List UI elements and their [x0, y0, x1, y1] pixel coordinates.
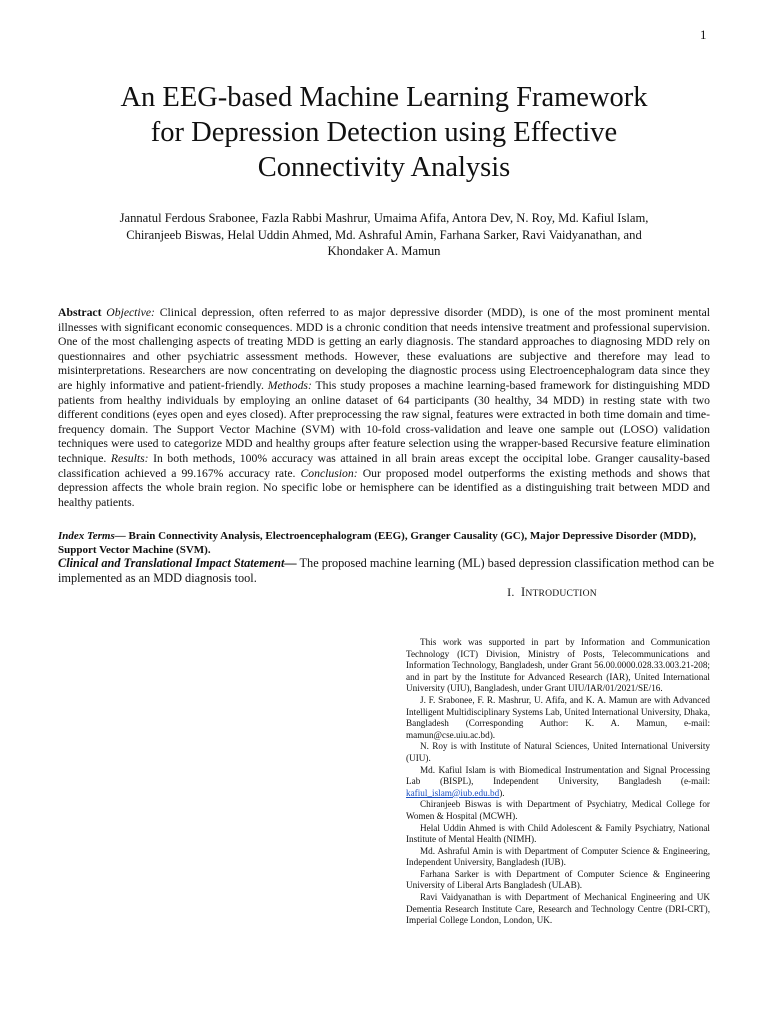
footnote-text: ).: [499, 787, 505, 798]
footnote-text: Md. Kafiul Islam is with Biomedical Instrumentation and Signal Processing Lab (BISPL), Independent University, Bangladesh (e-mail:: [406, 764, 710, 787]
objective-label: Objective:: [106, 306, 155, 319]
title-line: Connectivity Analysis: [257, 152, 511, 183]
author-list: Jannatul Ferdous Srabonee, Fazla Rabbi Mashrur, Umaima Afifa, Antora Dev, N. Roy, Md. Kafiul Islam, Chiranjeeb Biswas, Helal Uddin Ahmed, Md. Ashraful Amin, Farhana Sarker, Ravi Vaidyanathan, and Khondaker A. Mamun: [119, 211, 649, 258]
footnotes: [406, 637, 710, 927]
footnote-funding: This work was supported in part by Information and Communication Technology (ICT) Division, Ministry of Posts, Telecommunications and Information Technology, Bangladesh, under Grant 56.00.0000.028.33.003.21-208; and in part by the Institute for Advanced Research (IAR), United International University (UIU), Bangladesh, under Grant UIU/IAR/01/2021/SE/16.: [406, 637, 710, 694]
results-label: Results:: [110, 451, 149, 465]
footnote-affiliation: Chiranjeeb Biswas is with Department of Psychiatry, Medical College for Women & Hospital (MCWH).: [406, 799, 710, 821]
impact-statement: [58, 556, 718, 587]
paper-title: [60, 80, 708, 185]
footnote-affiliation: Farhana Sarker is with Department of Computer Science & Engineering University of Liberal Arts Bangladesh (ULAB).: [406, 868, 710, 891]
methods-text: This study proposes a machine learning-based framework for distinguishing MDD patients from healthy individuals by employing an online dataset of 64 participants (30 healthy, 34 MDD) in resting state with two different conditions (eyes open and eyes closed). After preprocessing the raw signal, features were extracted in both time domain and time-frequency domain. The Support Vector Machine (SVM) with 10-fold cross-validation and leave one sample out (LOSO) validation techniques were used to categorize MDD and healthy groups after feature selection using the wrapper-based Recursive feature elimination technique.: [58, 378, 710, 465]
email-link[interactable]: kafiul_islam@iub.edu.bd: [406, 787, 500, 798]
section-title-rest: NTRODUCTION: [525, 588, 597, 599]
section-initial: I: [520, 585, 526, 599]
title-line: for Depression Detection using Effective: [150, 117, 618, 148]
index-terms-text: Brain Connectivity Analysis, Electroencephalogram (EEG), Granger Causality (GC), Major Depressive Disorder (MDD), Support Vector Machine (SVM).: [58, 530, 697, 556]
impact-text: The proposed machine learning (ML) based depression classification method can be implemented as an MDD diagnosis tool.: [58, 556, 715, 586]
conclusion-text: Our proposed model outperforms the existing methods and shows that depression affects the whole brain region. No specific lobe or hemisphere can be identified as a distinguishing trait between MDD and healthy patients.: [58, 466, 710, 509]
objective-text: Clinical depression, often referred to as major depressive disorder (MDD), is one of the most prominent mental illnesses with significant economic consequences. MDD is a chronic condition that needs intensive treatment and professional supervision. One of the most challenging aspects of treating MDD is getting an early diagnosis. The standard approaches to diagnosing MDD rely on questionnaires and other psychiatric assessment methods. However, these evaluations are subjective and therefore may lead to misinterpretations. Researchers are now concentrating on developing the diagnostic process using Electroencephalogram data since they are highly informative and patient-friendly.: [58, 306, 710, 392]
conclusion-label: Conclusion:: [300, 466, 358, 480]
index-terms: [58, 530, 710, 557]
impact-label: Clinical and Translational Impact Statement—: [58, 556, 297, 570]
index-terms-label: Index Terms—: [58, 530, 126, 542]
footnote-affiliation: Helal Uddin Ahmed is with Child Adolescent & Family Psychiatry, National Institute of Mental Health (NIMH).: [406, 822, 710, 845]
page-number: 1: [700, 27, 707, 42]
footnote-affiliation: Md. Ashraful Amin is with Department of Computer Science & Engineering, Independent University, Bangladesh (IUB).: [406, 845, 710, 868]
footnote-affiliation: J. F. Srabonee, F. R. Mashrur, U. Afifa, and K. A. Mamun are with Advanced Intelligent Multidisciplinary Systems Lab, United International University, Dhaka, Bangladesh (Corresponding Author: K. A. Mamun, e-mail: mamun@cse.uiu.ac.bd).: [406, 694, 710, 740]
abstract: [58, 306, 710, 510]
section-numeral: I.: [507, 585, 515, 599]
methods-label: Methods:: [267, 378, 312, 392]
footnote-affiliation: [406, 765, 710, 800]
abstract-label: Abstract: [58, 306, 102, 319]
footnote-affiliation: Ravi Vaidyanathan is with Department of Mechanical Engineering and UK Dementia Research Institute Care, Research and Technology Centre (DRI-CRT), Imperial College London, London, UK.: [406, 892, 710, 926]
results-text: In both methods, 100% accuracy was attained in all brain areas except the occipital lobe. Granger causality-based classification achieved a 99.167% accuracy rate.: [58, 451, 710, 480]
footnote-affiliation: N. Roy is with Institute of Natural Sciences, United International University (UIU).: [406, 741, 710, 763]
title-line: An EEG-based Machine Learning Framework: [120, 82, 648, 113]
section-heading-introduction: [400, 585, 704, 600]
